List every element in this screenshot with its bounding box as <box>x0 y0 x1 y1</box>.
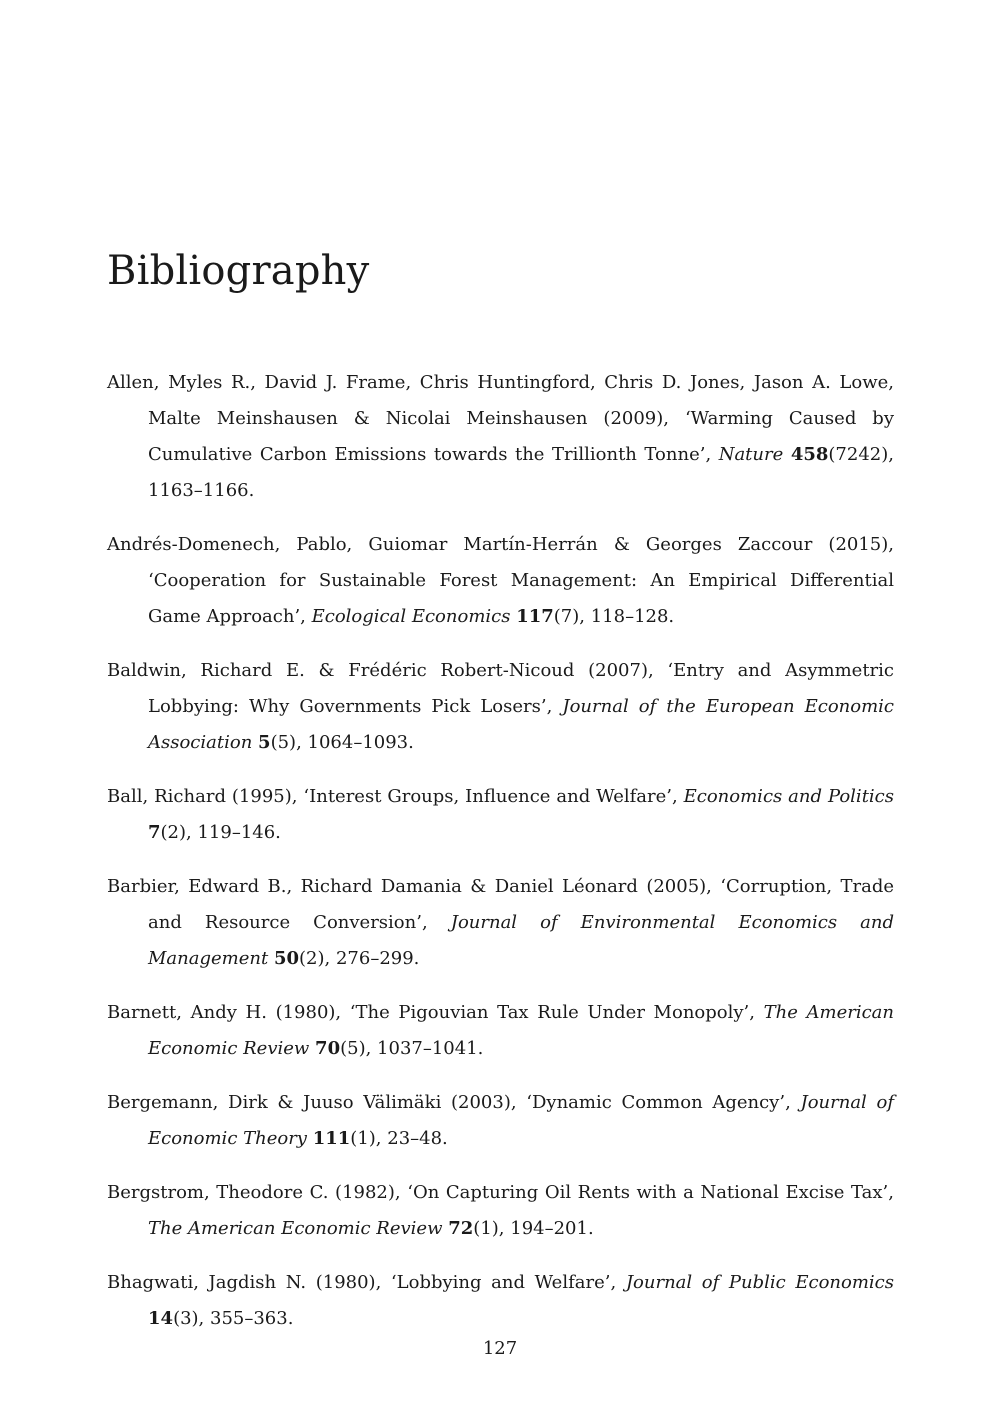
bib-entry <box>107 1175 894 1247</box>
entry-volume: 70 <box>315 1038 341 1059</box>
entry-pages: (1), 23–48. <box>350 1128 448 1149</box>
entry-volume: 50 <box>273 948 300 969</box>
bib-entry <box>107 653 894 761</box>
entry-volume: 72 <box>448 1218 474 1239</box>
bib-entry <box>107 527 894 635</box>
entry-authors-title: Bergstrom, Theodore C. (1982), ‘On Capturing Oil Rents with a National Excise Tax’, <box>107 1182 894 1203</box>
entry-journal: Journal of the European Economic Association <box>148 696 895 753</box>
entry-authors-title: Barnett, Andy H. (1980), ‘The Pigouvian Tax Rule Under Monopoly’, <box>107 1002 764 1023</box>
entry-authors-title: Barbier, Edward B., Richard Damania & Daniel Léonard (2005), ‘Corruption, Trade and Resource Conversion’, <box>107 876 894 933</box>
entry-authors-title: Bergemann, Dirk & Juuso Välimäki (2003), ‘Dynamic Common Agency’, <box>107 1092 801 1113</box>
entry-volume: 117 <box>516 606 554 627</box>
entry-authors-title: Andrés-Domenech, Pablo, Guiomar Martín-Herrán & Georges Zaccour (2015), ‘Cooperation for Sustainable Forest Management: An Empirical Differential Game Approach’, <box>107 534 894 627</box>
entry-authors-title: Ball, Richard (1995), ‘Interest Groups, Influence and Welfare’, <box>107 786 684 807</box>
entry-volume: 7 <box>148 822 161 843</box>
page-title: Bibliography <box>107 248 370 294</box>
entry-authors-title: Baldwin, Richard E. & Frédéric Robert-Nicoud (2007), ‘Entry and Asymmetric Lobbying: Why Governments Pick Losers’, <box>107 660 894 717</box>
entry-volume: 14 <box>148 1308 174 1329</box>
entry-journal: Journal of Economic Theory <box>148 1092 894 1149</box>
bib-entry <box>107 1085 894 1157</box>
entry-pages: (5), 1037–1041. <box>340 1038 484 1059</box>
entry-pages: (2), 276–299. <box>299 948 420 969</box>
bib-entry <box>107 869 894 977</box>
bib-entry <box>107 1265 894 1337</box>
entry-journal: Economics and Politics <box>683 786 894 807</box>
entry-journal: Ecological Economics <box>311 606 511 627</box>
entry-authors-title: Allen, Myles R., David J. Frame, Chris Huntingford, Chris D. Jones, Jason A. Lowe, Malte Meinshausen & Nicolai Meinshausen (2009), ‘Warming Caused by Cumulative Carbon Emissions towards the Trillionth Tonne’, <box>107 372 894 465</box>
entry-journal: The American Economic Review <box>148 1218 443 1239</box>
bib-entry <box>107 995 894 1067</box>
entry-journal: Journal of Environmental Economics and Management <box>148 912 895 969</box>
bibliography-list <box>107 365 894 1355</box>
entry-pages: (7242), 1163–1166. <box>148 444 894 501</box>
entry-volume: 111 <box>312 1128 351 1149</box>
entry-journal: Nature <box>718 444 784 465</box>
entry-authors-title: Bhagwati, Jagdish N. (1980), ‘Lobbying and Welfare’, <box>107 1272 626 1293</box>
bib-entry <box>107 365 894 509</box>
entry-volume: 458 <box>790 444 829 465</box>
bib-entry <box>107 779 894 851</box>
entry-journal: The American Economic Review <box>148 1002 894 1059</box>
entry-pages: (1), 194–201. <box>473 1218 594 1239</box>
entry-pages: (5), 1064–1093. <box>270 732 414 753</box>
entry-journal: Journal of Public Economics <box>625 1272 894 1293</box>
entry-pages: (7), 118–128. <box>553 606 675 627</box>
entry-volume: 5 <box>258 732 271 753</box>
entry-pages: (3), 355–363. <box>173 1308 294 1329</box>
page-number: 127 <box>482 1338 518 1359</box>
entry-pages: (2), 119–146. <box>160 822 281 843</box>
